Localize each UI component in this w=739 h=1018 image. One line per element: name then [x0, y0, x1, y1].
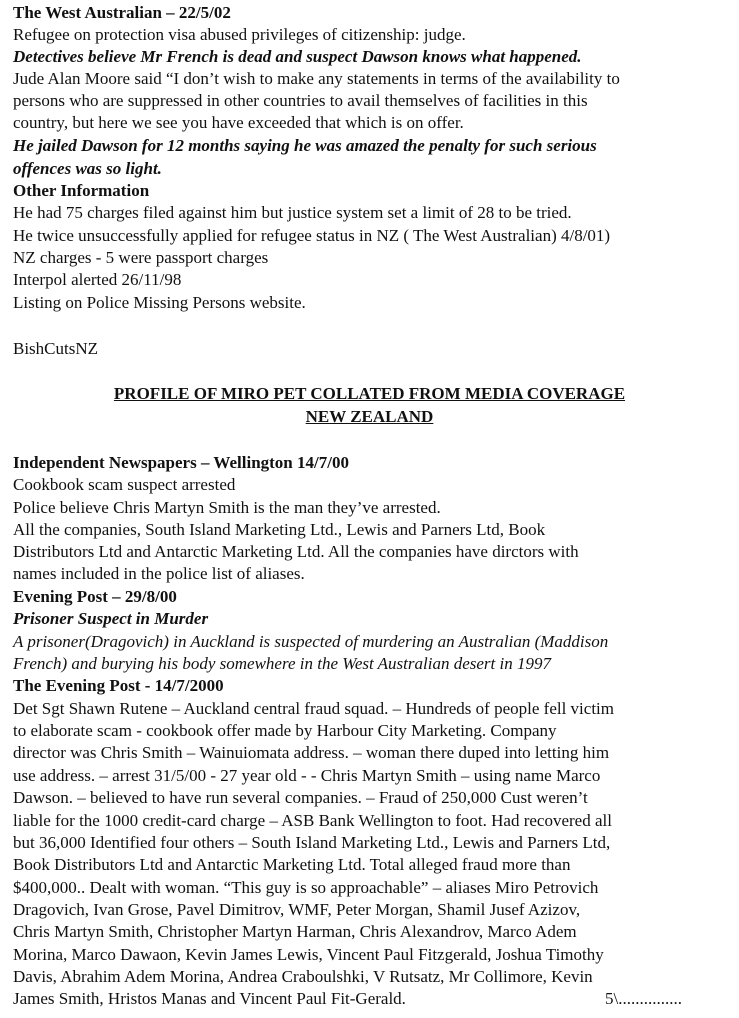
text-line: A prisoner(Dragovich) in Auckland is suspected of murdering an Australian (Maddison	[13, 632, 609, 651]
text-line: NZ charges - 5 were passport charges	[13, 248, 269, 267]
text-line: Morina, Marco Dawaon, Kevin James Lewis, Vincent Paul Fitzgerald, Joshua Timothy	[13, 945, 604, 964]
text-line: Interpol alerted 26/11/98	[13, 270, 182, 289]
text-line: He jailed Dawson for 12 months saying he was amazed the penalty for such serious	[13, 136, 597, 155]
section-title-the-evening-post: The Evening Post - 14/7/2000	[13, 676, 224, 695]
text-line: Cookbook scam suspect arrested	[13, 475, 236, 494]
text-line: use address. – arrest 31/5/00 - 27 year old - - Chris Martyn Smith – using name Marco	[13, 766, 601, 785]
section-title-independent-newspapers: Independent Newspapers – Wellington 14/7/00	[13, 453, 349, 472]
text-line: Book Distributors Ltd and Antarctic Marketing Ltd. Total alleged fraud more than	[13, 855, 571, 874]
profile-heading-line1: PROFILE OF MIRO PET COLLATED FROM MEDIA COVERAGE	[113, 384, 626, 403]
text-line: Distributors Ltd and Antarctic Marketing Ltd. All the companies have dirctors with	[13, 542, 579, 561]
text-line: Det Sgt Shawn Rutene – Auckland central fraud squad. – Hundreds of people fell victim	[13, 699, 614, 718]
text-line: $400,000.. Dealt with woman. “This guy is so approachable” – aliases Miro Petrovich	[13, 878, 599, 897]
text-line: French) and burying his body somewhere in the West Australian desert in 1997	[13, 654, 551, 673]
text-line: Police believe Chris Martyn Smith is the man they’ve arrested.	[13, 498, 441, 517]
text-line: country, but here we see you have exceeded that which is on offer.	[13, 113, 464, 132]
text-line: All the companies, South Island Marketing Ltd., Lewis and Parners Ltd, Book	[13, 520, 546, 539]
text-line: James Smith, Hristos Manas and Vincent Paul Fit-Gerald.	[13, 989, 406, 1008]
text-line: liable for the 1000 credit-card charge – ASB Bank Wellington to foot. Had recovered all	[13, 811, 612, 830]
text-line: director was Chris Smith – Wainuiomata address. – woman there duped into letting him	[13, 743, 610, 762]
text-line: persons who are suppressed in other countries to avail themselves of facilities in this	[13, 91, 588, 110]
text-line: to elaborate scam - cookbook offer made by Harbour City Marketing. Company	[13, 721, 557, 740]
text-line: but 36,000 Identified four others – South Island Marketing Ltd., Lewis and Parners Ltd,	[13, 833, 611, 852]
text-line: Refugee on protection visa abused privileges of citizenship: judge.	[13, 25, 466, 44]
section-title-west-australian: The West Australian – 22/5/02	[13, 3, 231, 22]
text-line: Davis, Abrahim Adem Morina, Andrea Craboulshki, V Rutsatz, Mr Collimore, Kevin	[13, 967, 593, 986]
text-line: offences was so light.	[13, 159, 162, 178]
text-line: Chris Martyn Smith, Christopher Martyn Harman, Chris Alexandrov, Marco Adem	[13, 922, 577, 941]
section-title-evening-post: Evening Post – 29/8/00	[13, 587, 177, 606]
text-line: Dragovich, Ivan Grose, Pavel Dimitrov, WMF, Peter Morgan, Shamil Jusef Azizov,	[13, 900, 581, 919]
profile-heading-line2: NEW ZEALAND	[305, 407, 434, 426]
page-marker: 5\...............	[605, 989, 682, 1008]
text-line: names included in the police list of aliases.	[13, 564, 305, 583]
text-line: Dawson. – believed to have run several companies. – Fraud of 250,000 Cust weren’t	[13, 788, 588, 807]
text-line: Jude Alan Moore said “I don’t wish to make any statements in terms of the availability to	[13, 69, 620, 88]
text-line: He twice unsuccessfully applied for refugee status in NZ ( The West Australian) 4/8/01)	[13, 226, 611, 245]
text-line: Detectives believe Mr French is dead and suspect Dawson knows what happened.	[13, 47, 582, 66]
section-subtitle: Prisoner Suspect in Murder	[13, 609, 209, 628]
signature: BishCutsNZ	[13, 339, 99, 358]
text-line: Listing on Police Missing Persons website.	[13, 293, 306, 312]
text-line: He had 75 charges filed against him but justice system set a limit of 28 to be tried.	[13, 203, 572, 222]
section-title-other-information: Other Information	[13, 181, 150, 200]
